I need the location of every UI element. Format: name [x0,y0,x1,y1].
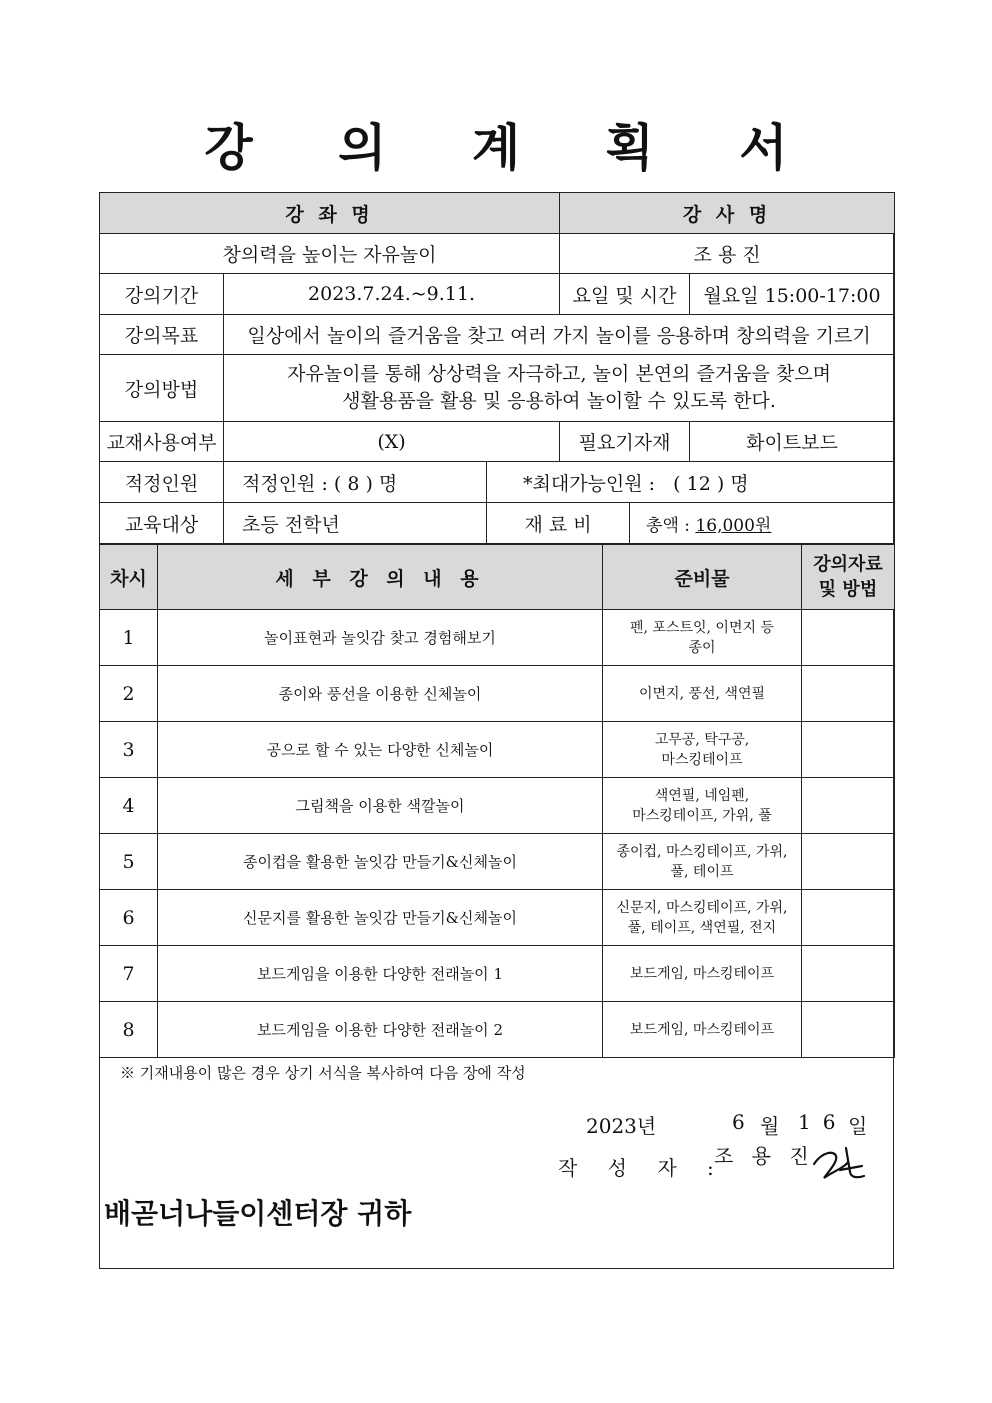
method-value [224,355,895,422]
table-row [100,610,895,666]
session-content-header: 세 부 강 의 내 용 [158,545,603,610]
capacity-label: 적정인원 [100,462,224,503]
equipment-value: 화이트보드 [690,422,895,462]
session-method [802,666,895,722]
session-method [802,946,895,1002]
session-content: 종이컵을 활용한 놀잇감 만들기&신체놀이 [158,834,603,890]
date-day-unit: 일 [848,1114,868,1138]
course-info-table [99,192,895,544]
session-materials-line1: 종이컵, 마스킹테이프, 가위, [616,843,788,860]
date-day: 16 [798,1110,848,1134]
session-materials-line2: 풀, 테이프 [670,863,734,880]
session-method [802,778,895,834]
session-no: 8 [100,1002,158,1058]
day-time-value: 월요일 15:00-17:00 [690,274,895,315]
session-materials [603,834,802,890]
period-value: 2023.7.24.~9.11. [224,274,560,315]
session-no: 7 [100,946,158,1002]
session-materials-line2: 풀, 테이프, 색연필, 전지 [627,919,777,936]
writer-block [558,1140,878,1190]
footnote: ※ 기재내용이 많은 경우 상기 서식을 복사하여 다음 장에 작성 [120,1064,526,1082]
capacity-value: 적정인원 : ( 8 ) 명 [224,462,487,503]
session-no: 4 [100,778,158,834]
table-row [100,1002,895,1058]
session-materials-header: 준비물 [603,545,802,610]
fee-value: 16,000원 [695,515,772,536]
session-materials [603,778,802,834]
session-materials-line1: 펜, 포스트잇, 이면지 등 [630,619,774,636]
session-materials-line1: 색연필, 네임펜, [654,787,750,804]
session-method [802,890,895,946]
session-materials [603,610,802,666]
session-materials [603,1002,802,1058]
session-materials [603,890,802,946]
session-method-header-line1: 강의자료 [813,554,883,575]
signature-image [810,1142,870,1186]
table-row [100,722,895,778]
session-materials-line1: 보드게임, 마스킹테이프 [629,1021,775,1038]
session-materials [603,666,802,722]
date-year: 2023년 [586,1114,657,1138]
instructor-header: 강 사 명 [560,193,895,234]
goal-value: 일상에서 놀이의 즐거움을 찾고 여러 가지 놀이를 응용하며 창의력을 기르기 [224,315,895,355]
session-method [802,722,895,778]
fee-cell [630,503,895,544]
session-materials-line2: 종이 [688,639,716,656]
course-name: 창의력을 높이는 자유놀이 [100,234,560,274]
table-row [100,890,895,946]
session-materials [603,946,802,1002]
session-materials-line1: 이면지, 풍선, 색연필 [639,685,765,702]
session-method [802,610,895,666]
table-row [100,834,895,890]
date-month-unit: 월 [760,1114,780,1138]
session-no: 6 [100,890,158,946]
date-month: 6 [732,1110,745,1134]
course-header: 강 좌 명 [100,193,560,234]
session-method-header-line2: 및 방법 [818,579,878,600]
session-materials-line2: 마스킹테이프, 가위, 풀 [632,807,772,824]
recipient: 배곧너나들이센터장 귀하 [104,1197,412,1230]
method-label: 강의방법 [100,355,224,422]
writer-label: 작 성 자 : [558,1156,726,1180]
session-no: 3 [100,722,158,778]
session-content: 그림책을 이용한 색깔놀이 [158,778,603,834]
period-label: 강의기간 [100,274,224,315]
table-row [100,946,895,1002]
page-title: 강 의 계 획 서 [204,119,822,177]
session-content: 보드게임을 이용한 다양한 전래놀이 1 [158,946,603,1002]
session-content: 보드게임을 이용한 다양한 전래놀이 2 [158,1002,603,1058]
session-table [99,544,895,1058]
fee-label: 재 료 비 [487,503,630,544]
session-no-header: 차시 [100,545,158,610]
session-content: 종이와 풍선을 이용한 신체놀이 [158,666,603,722]
session-materials-line1: 보드게임, 마스킹테이프 [629,965,775,982]
writer-name: 조 용 진 [714,1144,815,1168]
session-content: 신문지를 활용한 놀잇감 만들기&신체놀이 [158,890,603,946]
method-line-1: 자유놀이를 통해 상상력을 자극하고, 놀이 본연의 즐거움을 찾으며 [287,363,831,385]
target-label: 교육대상 [100,503,224,544]
session-rows [100,610,895,1058]
session-no: 5 [100,834,158,890]
session-materials [603,722,802,778]
session-materials-line2: 마스킹테이프 [661,751,743,768]
day-time-label: 요일 및 시간 [560,274,690,315]
session-materials-line1: 신문지, 마스킹테이프, 가위, [616,899,788,916]
session-method [802,834,895,890]
table-row [100,666,895,722]
session-method-header [802,545,895,610]
table-row [100,778,895,834]
session-materials-line1: 고무공, 탁구공, [654,731,750,748]
goal-label: 강의목표 [100,315,224,355]
equipment-label: 필요기자재 [560,422,690,462]
max-capacity-value: *최대가능인원 : ( 12 ) 명 [487,462,895,503]
target-value: 초등 전학년 [224,503,487,544]
method-line-2: 생활용품을 활용 및 응용하여 놀이할 수 있도록 한다. [342,390,776,412]
instructor-name: 조 용 진 [560,234,895,274]
session-content: 공으로 할 수 있는 다양한 신체놀이 [158,722,603,778]
fee-prefix: 총액 : [646,515,696,536]
textbook-value: (X) [224,422,560,462]
session-content: 놀이표현과 놀잇감 찾고 경험해보기 [158,610,603,666]
session-method [802,1002,895,1058]
session-no: 2 [100,666,158,722]
textbook-label: 교재사용여부 [100,422,224,462]
session-no: 1 [100,610,158,666]
